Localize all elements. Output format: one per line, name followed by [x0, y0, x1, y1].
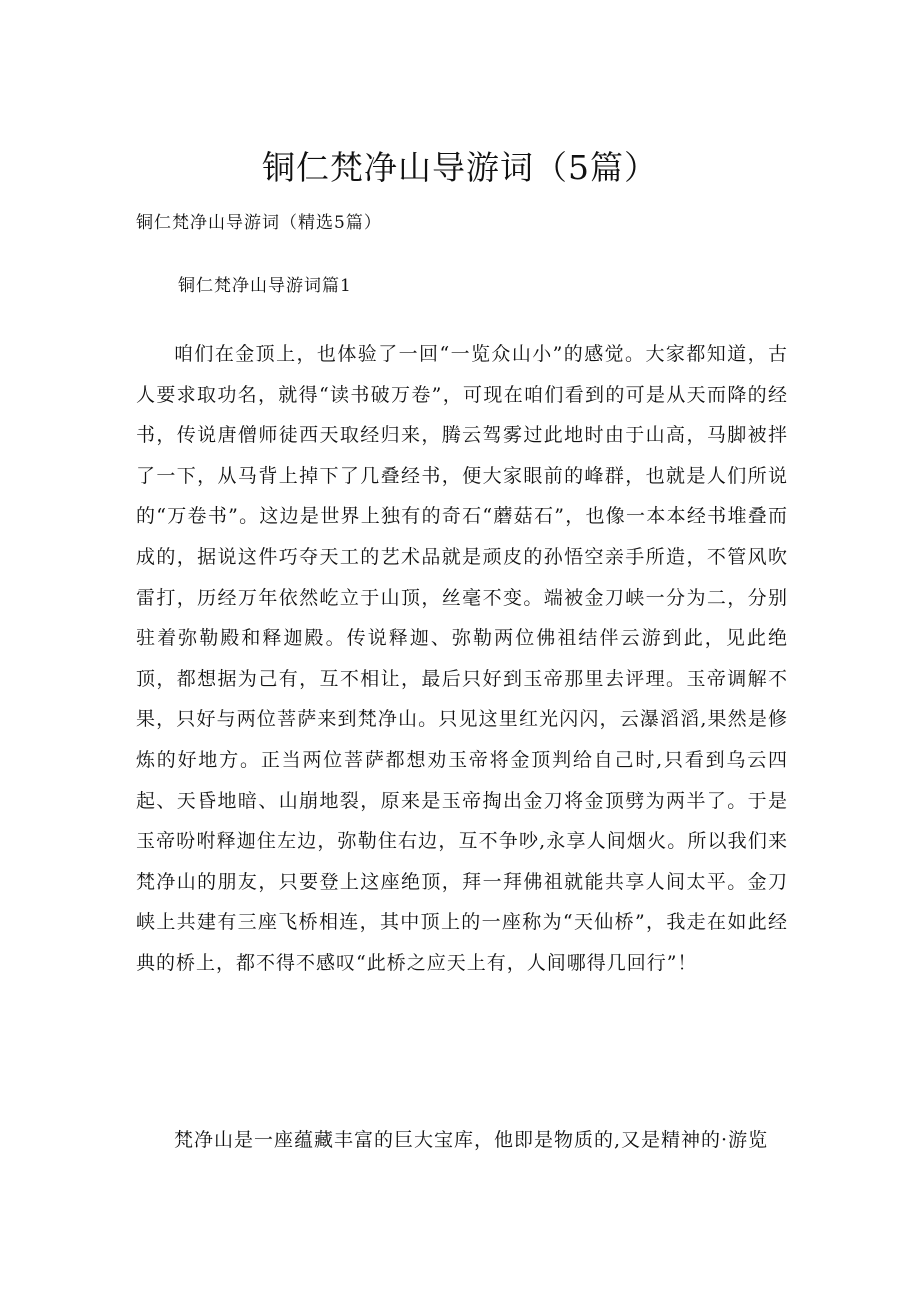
section-heading: 铜仁梵净山导游词篇1	[178, 276, 352, 296]
document-title: 铜仁梵净山导游词（5篇）	[262, 148, 658, 187]
body-paragraph-1: 咱们在金顶上，也体验了一回“一览众山小”的感觉。大家都知道，古人要求取功名，就得“读书破万卷”，可现在咱们看到的可是从天而降的经书，传说唐僧师徒西天取经归来，腾云驾雾过此地时由于山高，马脚被拌了一下，从马背上掉下了几叠经书，便大家眼前的峰群，也就是人们所说的“万卷书”。这边是世界上独有的奇石“蘑菇石”，也像一本本经书堆叠而成的，据说这件巧夺天工的艺术品就是顽皮的孙悟空亲手所造，不管风吹雷打，历经万年依然屹立于山顶，丝毫不变。端被金刀峡一分为二，分别驻着弥勒殿和释迦殿。传说释迦、弥勒两位佛祖结伴云游到此，见此绝顶，都想据为己有，互不相让，最后只好到玉帝那里去评理。玉帝调解不果，只好与两位菩萨来到梵净山。只见这里红光闪闪，云瀑滔滔,果然是修炼的好地方。正当两位菩萨都想劝玉帝将金顶判给自己时,只看到乌云四起、天昏地暗、山崩地裂，原来是玉帝掏出金刀将金顶劈为两半了。于是玉帝吩咐释迦住左边，弥勒住右边，互不争吵,永享人间烟火。所以我们来梵净山的朋友，只要登上这座绝顶，拜一拜佛祖就能共享人间太平。金刀峡上共建有三座飞桥相连，其中顶上的一座称为“天仙桥”，我走在如此经典的桥上，都不得不感叹“此桥之应天上有，人间哪得几回行”！	[136, 343, 788, 974]
document-subtitle: 铜仁梵净山导游词（精选5篇）	[136, 213, 382, 233]
body-paragraph-2: 梵净山是一座蕴藏丰富的巨大宝库，他即是物质的,又是精神的·游览	[174, 1129, 769, 1151]
